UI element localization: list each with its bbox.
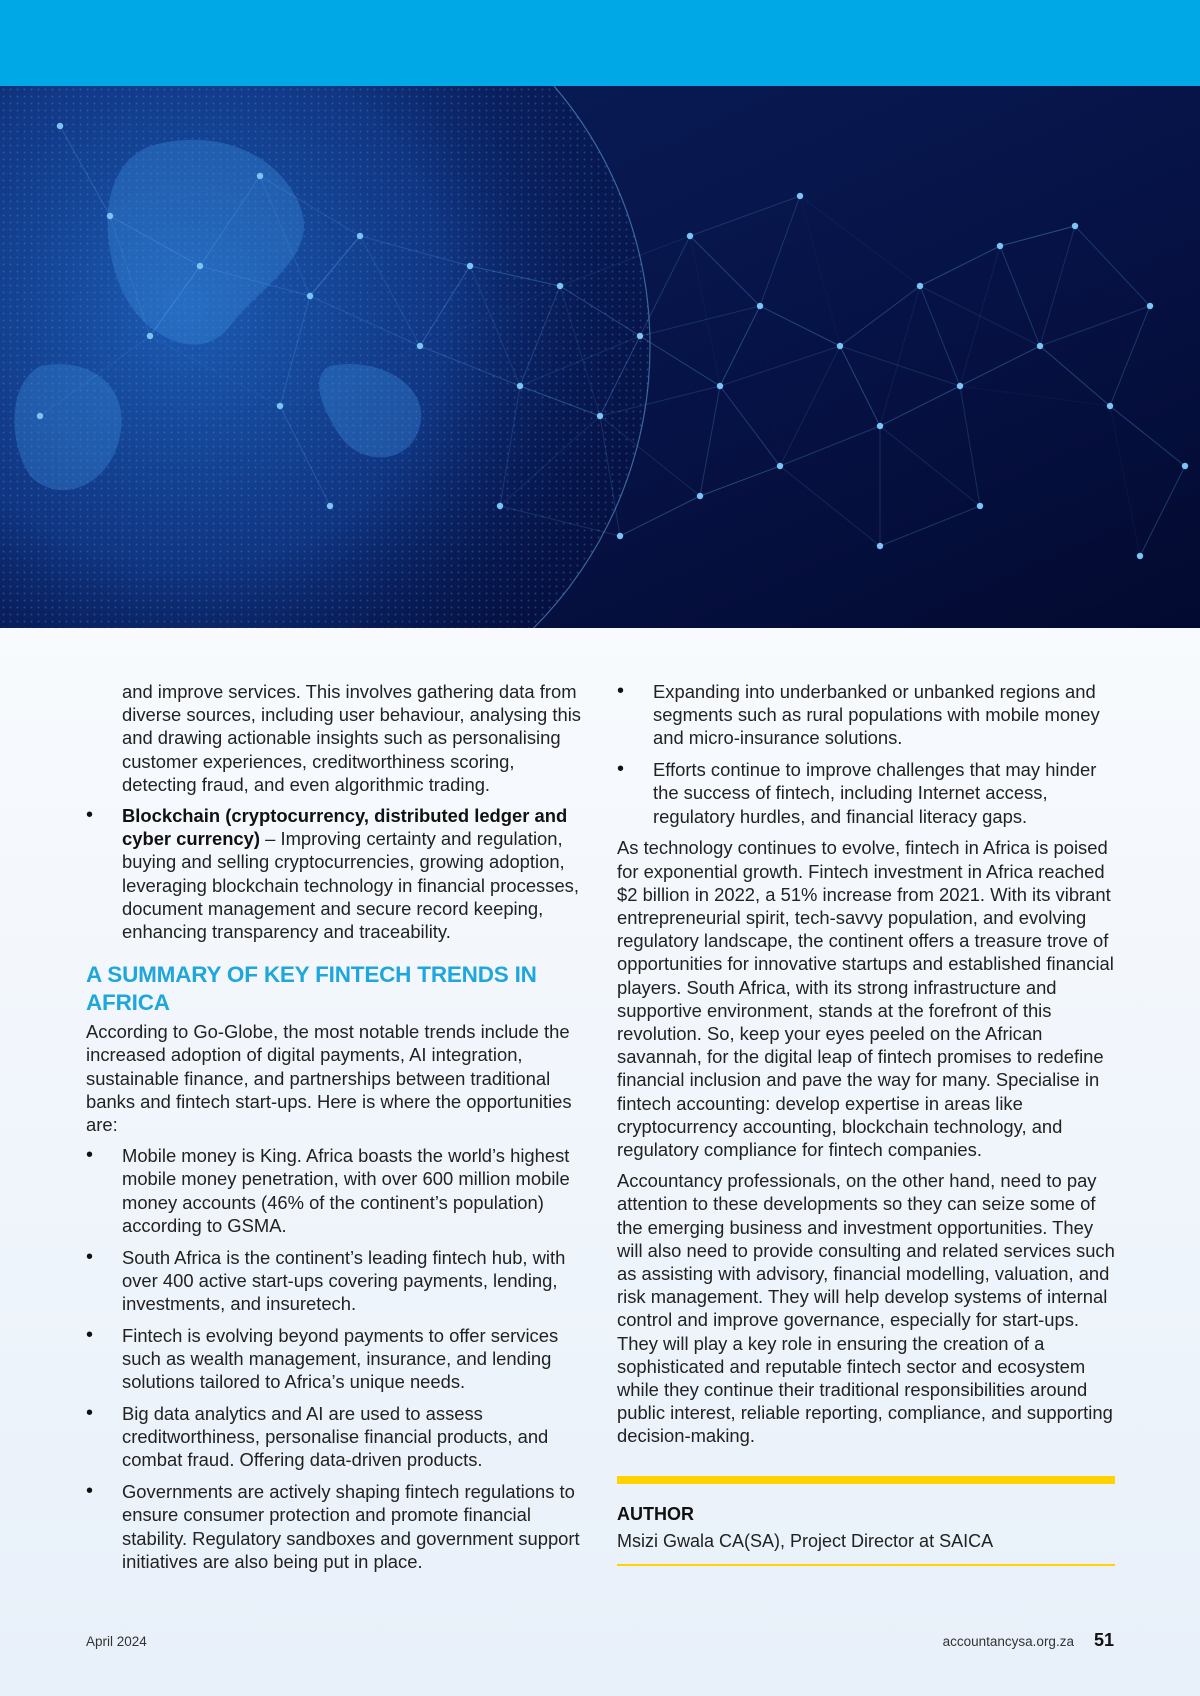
list-item: • Fintech is evolving beyond payments to offer services such as wealth management, insurance, and lending solutions tailored to Africa’s unique needs.: [86, 1324, 586, 1394]
list-item: [86, 804, 586, 943]
list-item: • South Africa is the continent’s leading fintech hub, with over 400 active start-ups covering payments, lending, investments, and insuretech.: [86, 1246, 586, 1316]
hero-image: [0, 86, 1200, 628]
list-item: • Expanding into underbanked or unbanked regions and segments such as rural populations with mobile money and micro-insurance solutions.: [617, 680, 1117, 750]
footer-website-link[interactable]: accountancysa.org.za: [942, 1634, 1074, 1649]
author-box: [617, 1476, 1115, 1566]
list-item: • Efforts continue to improve challenges that may hinder the success of fintech, including Internet access, regulatory hurdles, and financial literacy gaps.: [617, 758, 1117, 828]
footer-date: April 2024: [86, 1634, 147, 1649]
list-item: • Big data analytics and AI are used to assess creditworthiness, personalise financial products, and combat fraud. Offering data-driven products.: [86, 1402, 586, 1472]
globe-network-image: [0, 86, 1200, 628]
footer-right: [943, 1630, 1114, 1651]
intro-paragraph: According to Go-Globe, the most notable trends include the increased adoption of digital payments, AI integration, sustainable finance, and partnerships between traditional banks and fintech start-ups. Here is where the opportunities are:: [86, 1021, 572, 1136]
growth-paragraph: As technology continues to evolve, fintech in Africa is poised for exponential growth. Fintech investment in Africa reached $2 billion in 2022, a 51% increase from 2021. With its vibrant entrepreneurial spirit, tech-savvy population, and evolving regulatory landscape, the continent offers a treasure trove of opportunities for innovative startups and established financial players. South Africa, with its strong infrastructure and supportive environment, stands at the forefront of this revolution. So, keep your eyes peeled on the African savannah, for the digital leap of fintech promises to redefine financial inclusion and pave the way for many. Specialise in fintech accounting: develop expertise in areas like cryptocurrency accounting, blockchain technology, and regulatory compliance for fintech companies.: [617, 837, 1114, 1161]
page-number: 51: [1093, 1630, 1114, 1650]
top-color-bar: [0, 0, 1200, 86]
list-item: • Governments are actively shaping fintech regulations to ensure consumer protection and promote financial stability. Regulatory sandboxes and government support initiatives are also being put in place.: [86, 1480, 586, 1573]
accountancy-paragraph: Accountancy professionals, on the other hand, need to pay attention to these developments so they can seize some of the emerging business and investment opportunities. They will also need to provide consulting and related services such as assisting with advisory, financial modelling, valuation, and risk management. They will help develop systems of internal control and improve governance, especially for start-ups. They will play a key role in ensuring the creation of a sophisticated and reputable fintech sector and ecosystem while they continue their traditional responsibilities around public interest, reliable reporting, compliance, and supporting decision-making.: [617, 1170, 1115, 1447]
left-column: [86, 680, 586, 1582]
continued-paragraph: and improve services. This involves gathering data from diverse sources, including user behaviour, analysing this and drawing actionable insights such as personalising customer experiences, creditworthiness scoring, detecting fraud, and even algorithmic trading.: [122, 681, 582, 795]
list-item: • Mobile money is King. Africa boasts the world’s highest mobile money penetration, with over 600 million mobile money accounts (46% of the continent’s population) according to GSMA.: [86, 1144, 586, 1237]
section-heading: A SUMMARY OF KEY FINTECH TRENDS IN AFRICA: [86, 962, 537, 1015]
author-label: AUTHOR: [617, 1504, 694, 1524]
right-column: [617, 680, 1117, 1456]
blockchain-description: – Improving certainty and regulation, buying and selling cryptocurrencies, growing adoption, leveraging blockchain technology in financial processes, document management and secure record keeping, enhancing transparency and traceability.: [122, 828, 579, 943]
author-bottom-rule: [617, 1564, 1115, 1566]
author-name: Msizi Gwala CA(SA), Project Director at SAICA: [617, 1531, 994, 1551]
blockchain-term: Blockchain (cryptocurrency, distributed ledger and cyber currency): [122, 805, 568, 850]
blockchain-list: [86, 804, 586, 943]
author-top-rule: [617, 1476, 1115, 1484]
opportunities-list-continued: [617, 680, 1117, 828]
opportunities-list: [86, 1144, 586, 1573]
